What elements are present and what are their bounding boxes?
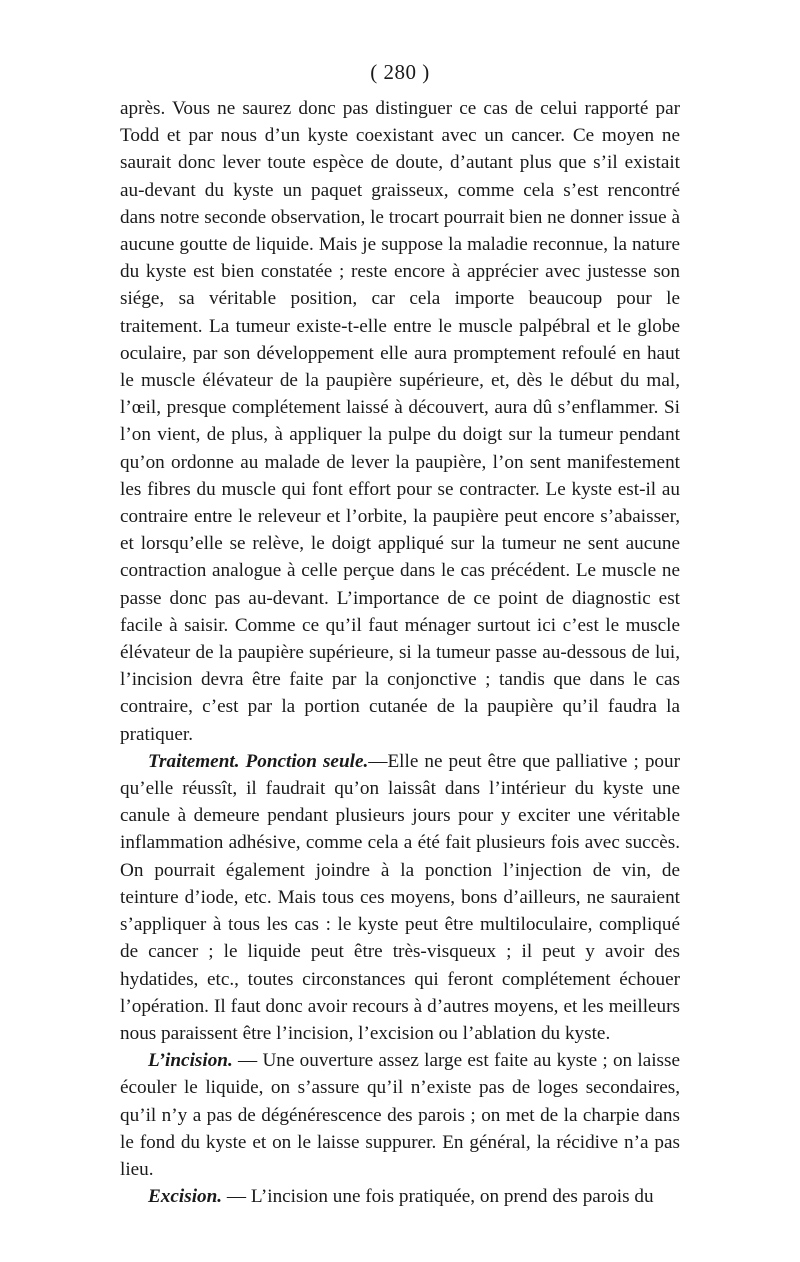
paragraph-excision-text: — L’incision une fois pratiquée, on prend des parois du bbox=[222, 1186, 654, 1208]
paragraph-diagnosis: après. Vous ne saurez donc pas distinguer ce cas de celui rapporté par Todd et par nous d’un kyste coexistant avec un cancer. Ce moyen ne saurait donc lever toute espèce de doute, d’autant plus que s’il existait au-devant du kyste un paquet graisseux, comme cela s’est rencontré dans notre seconde observation, le trocart pourrait bien ne donner issue à aucune goutte de liquide. Mais je suppose la maladie reconnue, la nature du kyste est bien constatée ; reste encore à apprécier avec justesse son siége, sa véritable position, car cela importe beaucoup pour le traitement. La tumeur existe-t-elle entre le muscle palpébral et le globe oculaire, par son développement elle aura promptement refoulé en haut le muscle élévateur de la paupière supérieure, et, dès le début du mal, l’œil, presque complétement laissé à découvert, aura dû s’enflammer. Si l’on vient, de plus, à appliquer la pulpe du doigt sur la tumeur pendant qu’on ordonne au malade de lever la paupière, l’on sent manifestement les fibres du muscle qui font effort pour se contracter. Le kyste est-il au contraire entre le releveur et l’orbite, la paupière peut encore s’abaisser, et lorsqu’elle se relève, le doigt appliqué sur la tumeur ne sent aucune contraction analogue à celle perçue dans le cas précédent. Le muscle ne passe donc pas au-devant. L’importance de ce point de diagnostic est facile à saisir. Comme ce qu’il faut ménager surtout ici c’est le muscle élévateur de la paupière supérieure, si la tumeur passe au-dessous de lui, l’incision devra être faite par la conjonctive ; tandis que dans le cas contraire, c’est par la portion cutanée de la paupière qu’il faudra la pratiquer. bbox=[120, 98, 680, 745]
paragraph-incision bbox=[120, 1047, 680, 1183]
paragraph-traitement bbox=[120, 748, 680, 1047]
book-page bbox=[120, 60, 680, 1210]
paragraph-traitement-text: —Elle ne peut être que palliative ; pour qu’elle réussît, il faudrait qu’on laissât dans l’intérieur du kyste une canule à demeure pendant plusieurs jours pour y exciter une véritable inflammation adhésive, comme cela a été fait plusieurs fois avec succès. On pourrait également joindre à la ponction l’injection de vin, de teinture d’iode, etc. Mais tous ces moyens, bons d’ailleurs, ne sauraient s’appliquer à tous les cas : le kyste peut être multiloculaire, compliqué de cancer ; le liquide peut être très-visqueux ; il peut y avoir des hydatides, etc., toutes circonstances qui feront complétement échouer l’opération. Il faut donc avoir recours à d’autres moyens, et les meilleurs nous paraissent être l’incision, l’excision ou l’ablation du kyste. bbox=[120, 750, 680, 1044]
section-heading-excision: Excision. bbox=[148, 1186, 223, 1208]
paragraph-incision-text: — Une ouverture assez large est faite au kyste ; on laisse écouler le liquide, on s’assure qu’il n’existe pas de loges secondaires, qu’il n’y a pas de dégénérescence des parois ; on met de la charpie dans le fond du kyste et on le laisse suppurer. En général, la récidive n’a pas lieu. bbox=[120, 1050, 680, 1180]
paragraph-excision bbox=[120, 1183, 680, 1210]
section-heading-incision: L’incision. bbox=[148, 1050, 233, 1072]
section-heading-traitement: Traitement. Ponction seule. bbox=[148, 750, 369, 772]
page-number: ( 280 ) bbox=[370, 60, 430, 84]
